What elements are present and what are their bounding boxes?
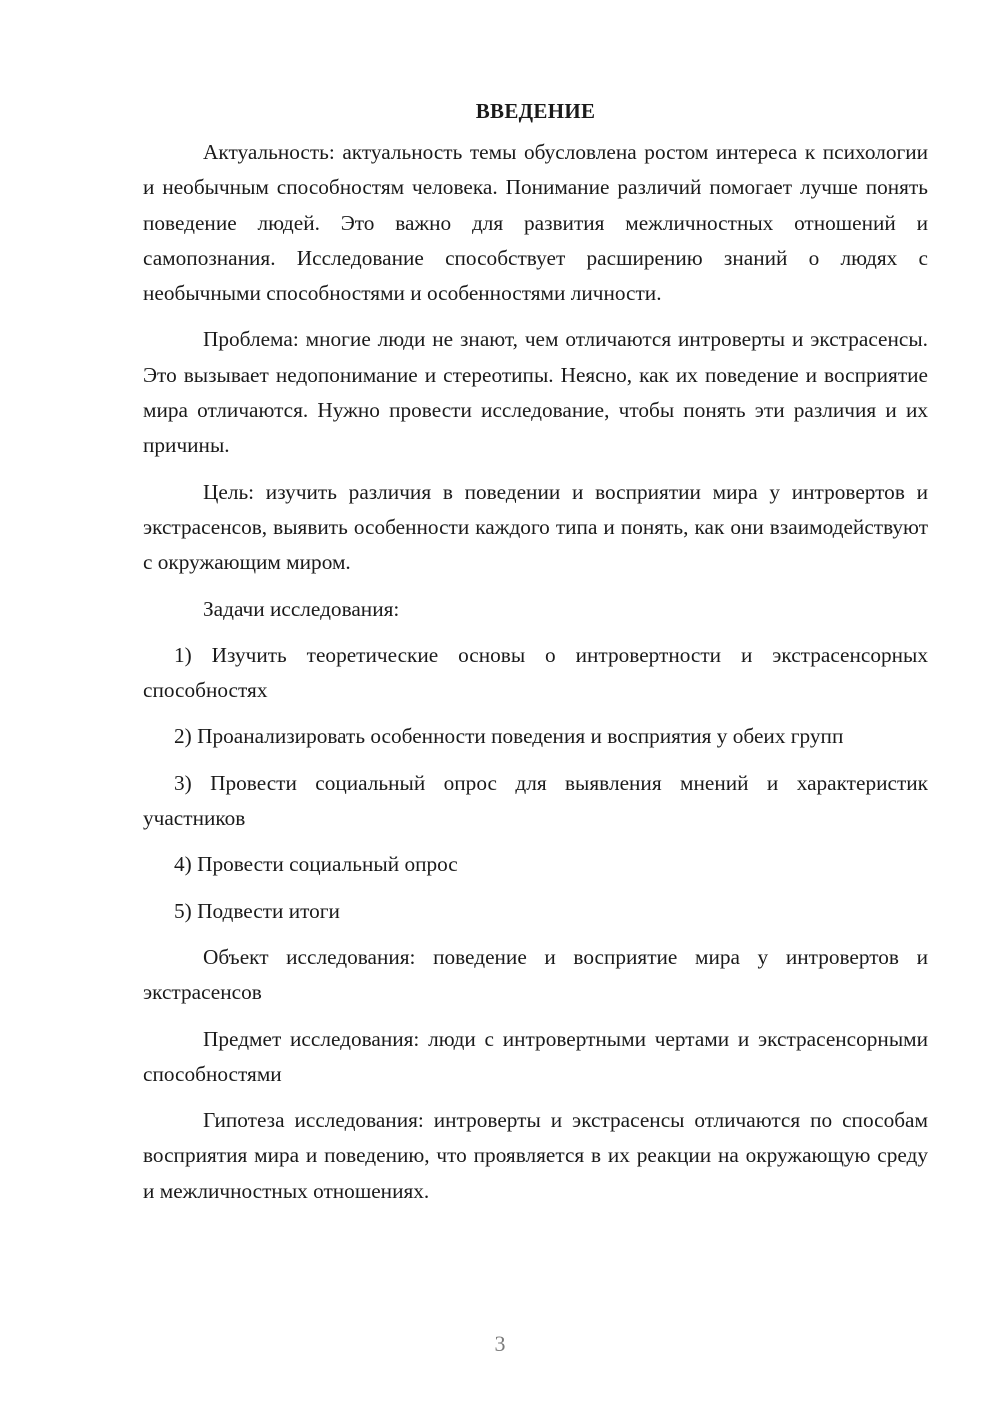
task-item: 1) Изучить теоретические основы о интровертности и экстрасенсорных способностях (143, 642, 928, 703)
problem-paragraph: Проблема: многие люди не знают, чем отличаются интроверты и экстрасенсы. Это вызывает недопонимание и стереотипы. Неясно, как их поведение и восприятие мира отличаются. Нужно провести исследование, чтобы понять эти различия и их причины. (143, 327, 928, 458)
task-item: 4) Провести социальный опрос (174, 852, 458, 877)
section-title: ВВЕДЕНИЕ (475, 99, 596, 123)
page-content (143, 94, 928, 1220)
object-paragraph: Объект исследования: поведение и восприятие мира у интровертов и экстрасенсов (143, 944, 928, 1005)
hypothesis-paragraph: Гипотеза исследования: интроверты и экстрасенсы отличаются по способам восприятия мира и поведению, что проявляется в их реакции на окружающую среду и межличностных отношениях. (143, 1108, 928, 1203)
subject-paragraph: Предмет исследования: люди с интровертными чертами и экстрасенсорными способностями (143, 1026, 928, 1086)
tasks-list (143, 638, 928, 929)
task-item: 3) Провести социальный опрос для выявления мнений и характеристик участников (143, 770, 928, 831)
relevance-paragraph: Актуальность: актуальность темы обусловлена ростом интереса к психологии и необычным способностям человека. Понимание различий помогает лучше понять поведение людей. Это важно для развития межличностных отношений и самопознания. Исследование способствует расширению знаний о людях с необычными способностями и особенностями личности. (143, 140, 928, 306)
goal-paragraph: Цель: изучить различия в поведении и восприятии мира у интровертов и экстрасенсов, выявить особенности каждого типа и понять, как они взаимодействуют с окружающим миром. (143, 479, 928, 575)
page-number: 3 (494, 1331, 506, 1356)
task-item: 5) Подвести итоги (174, 898, 340, 923)
tasks-heading: Задачи исследования: (203, 596, 400, 621)
task-item: 2) Проанализировать особенности поведения и восприятия у обеих групп (174, 724, 844, 749)
